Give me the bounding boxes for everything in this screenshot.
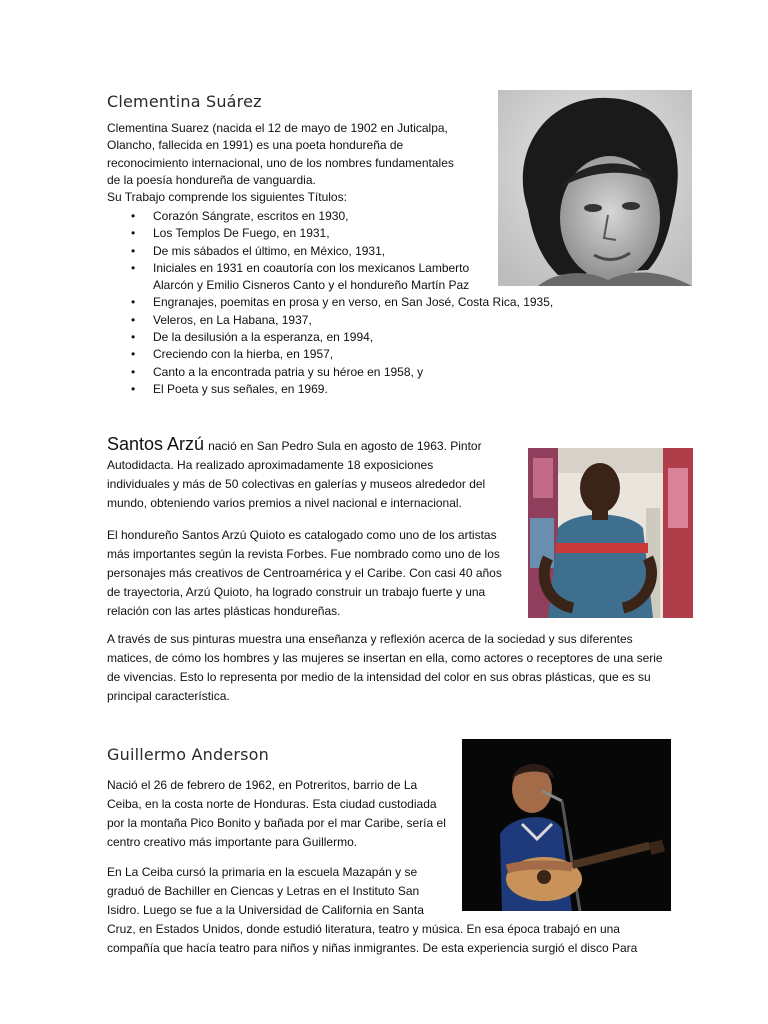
santos-paragraph-3: A través de sus pinturas muestra una enseñanza y reflexión acerca de la sociedad y sus diferentes matices, de cómo los hombres y las mujeres se insertan en ella, como actores o receptores de una serie de vivencias. Esto lo representa por medio de la intensidad del color en sus obras plásticas, que es su principal característica.	[107, 632, 663, 703]
guillermo-paragraph-2b: Cruz, en Estados Unidos, donde estudió literatura, teatro y música. En esa época trabajó en una compañía que hacía teatro para niños y niñas inmigrantes. De esta experiencia surgió el disco Para	[107, 922, 638, 955]
list-item: • Iniciales en 1931 en coautoría con los mexicanos Lamberto Alarcón y Emilio Cisneros Canto y el hondureño Martín Paz	[107, 260, 493, 295]
section-heading-santos: Santos Arzú	[107, 434, 205, 454]
clementina-bio	[107, 120, 497, 206]
bio-line: de la poesía hondureña de vanguardia.	[107, 172, 316, 187]
list-item: • De la desilusión a la esperanza, en 1994,	[107, 329, 577, 346]
santos-arzu-photo	[528, 448, 693, 618]
guillermo-anderson-photo	[462, 739, 671, 911]
list-item: • Canto a la encontrada patria y su héroe en 1958, y	[107, 364, 577, 381]
list-item: • El Poeta y sus señales, en 1969.	[107, 381, 577, 398]
bio-line: Clementina Suarez (nacida el 12 de mayo de 1902 en Juticalpa,	[107, 121, 448, 135]
list-intro: Su Trabajo comprende los siguientes Títulos:	[107, 190, 347, 205]
list-item: • Veleros, en La Habana, 1937,	[107, 312, 577, 329]
bio-line: Olancho, fallecida en 1991) es una poeta hondureña de	[107, 138, 404, 153]
list-item: • Engranajes, poemitas en prosa y en verso, en San José, Costa Rica, 1935,	[107, 294, 577, 311]
bio-line: reconocimiento internacional, uno de los nombres fundamentales	[107, 155, 454, 170]
list-item: • De mis sábados el último, en México, 1931,	[107, 243, 577, 260]
santos-p1-text: nació en San Pedro Sula en agosto de 1963. Pintor Autodidacta. Ha realizado aproximadamente 18 exposiciones individuales y más de 50 colectivas en galerías y museos alrededor del mundo, obteniendo varios premios a nivel nacional e internacional.	[107, 439, 486, 510]
section-heading-guillermo: Guillermo Anderson	[107, 745, 270, 764]
list-item: • Creciendo con la hierba, en 1957,	[107, 346, 577, 363]
guillermo-paragraph-2a: En La Ceiba cursó la primaria en la escuela Mazapán y se graduó de Bachiller en Ciencas y Letras en el Instituto San Isidro. Luego se fue a la Universidad de California en Santa	[107, 865, 424, 917]
list-item: • Corazón Sángrate, escritos en 1930,	[107, 208, 577, 225]
section-heading-clementina: Clementina Suárez	[107, 92, 262, 111]
list-item: • Los Templos De Fuego, en 1931,	[107, 225, 577, 242]
guillermo-paragraph-1: Nació el 26 de febrero de 1962, en Potreritos, barrio de La Ceiba, en la costa norte de Honduras. Esta ciudad custodiada por la montaña Pico Bonito y bañada por el mar Caribe, sería el centro creativo más importante para Guillermo.	[107, 778, 446, 849]
clementina-portrait-photo	[498, 90, 692, 286]
santos-paragraph-2: El hondureño Santos Arzú Quioto es catalogado como uno de los artistas más importantes según la revista Forbes. Fue nombrado como uno de los personajes más creativos de Centroamérica y el Caribe. Con casi 40 años de trayectoria, Arzú Quioto, ha logrado construir un trabajo fuerte y una relación con las artes plásticas hondureñas.	[107, 528, 502, 618]
santos-paragraph-1	[107, 435, 497, 513]
